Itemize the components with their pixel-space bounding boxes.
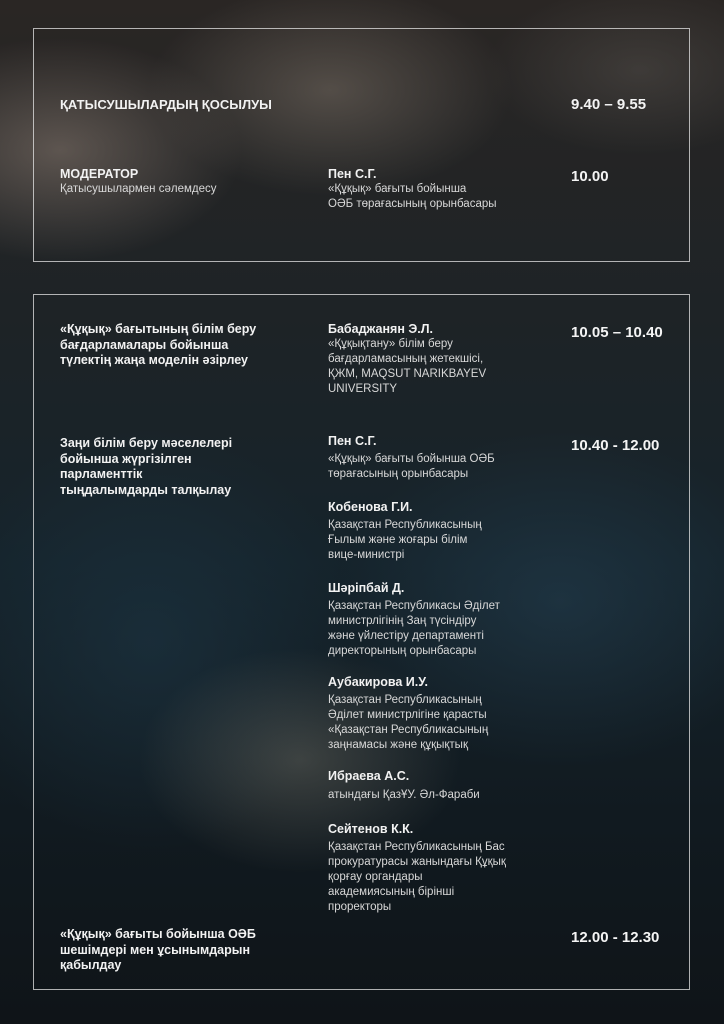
topic-2-title: Заңи білім беру мәселелері бойынша жүргізілген парламенттік тыңдалымдарды талқылау bbox=[60, 436, 233, 497]
speaker-name: Шәріпбай Д. bbox=[328, 581, 405, 595]
participants-joining-title: ҚАТЫСУШЫЛАРДЫҢ ҚОСЫЛУЫ bbox=[60, 97, 272, 112]
speaker-name: Сейтенов К.К. bbox=[328, 822, 414, 836]
topic-1-speaker-name: Бабаджанян Э.Л. bbox=[328, 322, 433, 336]
speaker-name: Пен С.Г. bbox=[328, 434, 377, 448]
moderator-time: 10.00 bbox=[571, 168, 609, 185]
speaker-name: Кобенова Г.И. bbox=[328, 500, 413, 514]
speaker-role: Қазақстан Республикасының Ғылым және жоғары білім вице-министрі bbox=[328, 519, 482, 561]
topic-1-title: «Құқық» бағытының білім беру бағдарламалары бойынша түлектің жаңа моделін әзірлеу bbox=[60, 322, 257, 367]
opening-section-frame bbox=[33, 28, 690, 262]
speaker-role: атындағы ҚазҰУ. Әл-Фараби bbox=[328, 789, 480, 801]
moderator-subtitle: Қатысушылармен сәлемдесу bbox=[60, 183, 217, 195]
speaker-name: Ибраева А.С. bbox=[328, 769, 410, 783]
speaker-role: Қазақстан Республикасының Әділет министрлігіне қарасты «Қазақстан Республикасының заңнамасы және құқықтық bbox=[328, 694, 489, 751]
topic-3-title: «Құқық» бағыты бойынша ОӘБ шешімдері мен ұсынымдарын қабылдау bbox=[60, 927, 256, 972]
speaker-name: Аубакирова И.У. bbox=[328, 675, 428, 689]
topic-3-time: 12.00 - 12.30 bbox=[571, 929, 660, 946]
speaker-role: «Құқық» бағыты бойынша ОӘБ төрағасының орынбасары bbox=[328, 453, 495, 480]
moderator-title: МОДЕРАТОР bbox=[60, 167, 139, 181]
participants-joining-time: 9.40 – 9.55 bbox=[571, 96, 647, 113]
moderator-speaker-role: «Құқық» бағыты бойынша ОӘБ төрағасының орынбасары bbox=[328, 183, 497, 210]
topic-1-speaker-role: «Құқықтану» білім беру бағдарламасының жетекшісі, ҚЖМ, MAQSUT NARIKBAYEV UNIVERSITY bbox=[328, 338, 487, 395]
moderator-speaker-name: Пен С.Г. bbox=[328, 167, 377, 181]
speaker-role: Қазақстан Республикасының Бас прокуратурасы жанындағы Құқық қорғау органдары академиясының бірінші проректоры bbox=[328, 841, 506, 913]
topic-2-time: 10.40 - 12.00 bbox=[571, 437, 660, 454]
topic-1-time: 10.05 – 10.40 bbox=[571, 324, 663, 341]
speaker-role: Қазақстан Республикасы Әділет министрлігінің Заң түсіндіру және үйлестіру департаменті директорының орынбасары bbox=[328, 600, 500, 657]
